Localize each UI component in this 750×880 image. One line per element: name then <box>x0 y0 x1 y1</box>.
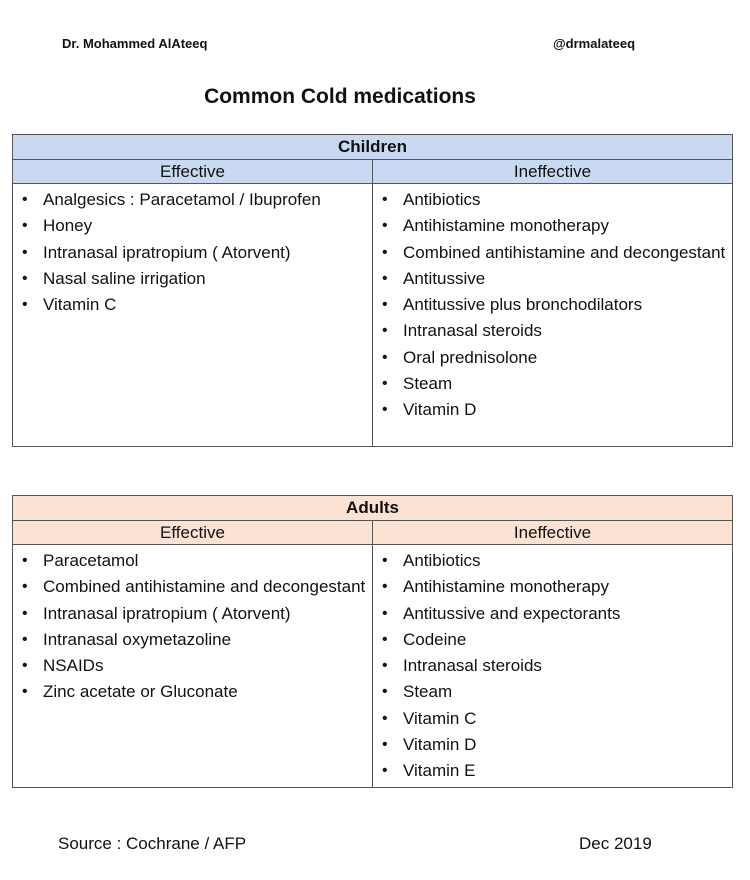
list-item: • Antibiotics <box>373 548 732 574</box>
list-item: • Codeine <box>373 627 732 653</box>
list-item: • Steam <box>373 679 732 705</box>
children-ineffective-header: Ineffective <box>373 160 733 184</box>
list-item: • Antitussive plus bronchodilators <box>373 292 732 318</box>
list-item: • Antitussive <box>373 266 732 292</box>
source-citation: Source : Cochrane / AFP <box>58 834 247 853</box>
author-name: Dr. Mohammed AlAteeq <box>62 36 208 51</box>
list-item: • Vitamin D <box>373 397 732 423</box>
children-ineffective-cell <box>373 184 733 447</box>
list-item: • Vitamin C <box>373 706 732 732</box>
adults-effective-list <box>13 545 372 708</box>
adults-table <box>12 495 733 788</box>
adults-effective-cell <box>13 545 373 788</box>
children-column-headers <box>13 160 733 184</box>
adults-heading: Adults <box>13 496 733 521</box>
page-title: Common Cold medications <box>204 85 476 108</box>
adults-heading-row <box>13 496 733 521</box>
children-ineffective-list <box>373 184 732 426</box>
list-item: • Antihistamine monotherapy <box>373 213 732 239</box>
list-item: • Combined antihistamine and decongestant <box>373 240 732 266</box>
children-table <box>12 134 733 447</box>
list-item: • Honey <box>13 213 372 239</box>
adults-ineffective-header: Ineffective <box>373 521 733 545</box>
list-item: • Intranasal ipratropium ( Atorvent) <box>13 240 372 266</box>
children-heading-row <box>13 135 733 160</box>
list-item: • Vitamin E <box>373 758 732 784</box>
adults-body-row <box>13 545 733 788</box>
list-item: • Intranasal oxymetazoline <box>13 627 372 653</box>
list-item: • Analgesics : Paracetamol / Ibuprofen <box>13 187 372 213</box>
list-item: • Zinc acetate or Gluconate <box>13 679 372 705</box>
adults-ineffective-list <box>373 545 732 787</box>
list-item: • Paracetamol <box>13 548 372 574</box>
list-item: • Oral prednisolone <box>373 345 732 371</box>
list-item: • Intranasal steroids <box>373 318 732 344</box>
social-handle: @drmalateeq <box>553 36 636 51</box>
adults-ineffective-cell <box>373 545 733 788</box>
list-item: • Antihistamine monotherapy <box>373 574 732 600</box>
list-item: • Intranasal steroids <box>373 653 732 679</box>
list-item: • Vitamin C <box>13 292 372 318</box>
adults-column-headers <box>13 521 733 545</box>
list-item: • Antibiotics <box>373 187 732 213</box>
list-item: • Intranasal ipratropium ( Atorvent) <box>13 601 372 627</box>
list-item: • Nasal saline irrigation <box>13 266 372 292</box>
children-heading: Children <box>13 135 733 160</box>
children-effective-header: Effective <box>13 160 373 184</box>
children-effective-cell <box>13 184 373 447</box>
list-item: • Combined antihistamine and decongestant <box>13 574 372 600</box>
list-item: • Steam <box>373 371 732 397</box>
list-item: • NSAIDs <box>13 653 372 679</box>
children-effective-list <box>13 184 372 320</box>
list-item: • Antitussive and expectorants <box>373 601 732 627</box>
children-body-row <box>13 184 733 447</box>
list-item: • Vitamin D <box>373 732 732 758</box>
publication-date: Dec 2019 <box>579 834 652 853</box>
adults-effective-header: Effective <box>13 521 373 545</box>
